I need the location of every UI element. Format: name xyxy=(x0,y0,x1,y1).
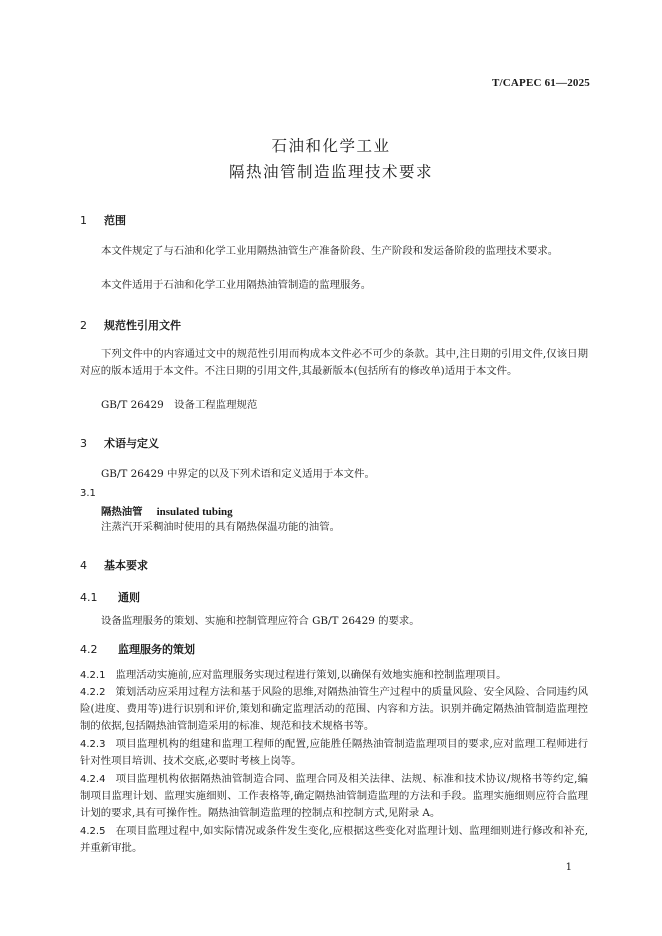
section-4-heading xyxy=(80,557,148,573)
clause-4-2-4 xyxy=(80,771,588,822)
clause-number: 4.2.5 xyxy=(80,826,106,837)
term-english: insulated tubing xyxy=(156,506,233,518)
clause-number: 4.2.4 xyxy=(80,774,106,785)
section-3-heading xyxy=(80,435,159,451)
clause-4-2-5 xyxy=(80,823,588,857)
clause-4-2-2 xyxy=(80,684,588,735)
subsection-title: 通则 xyxy=(118,591,140,604)
section-title: 术语与定义 xyxy=(104,437,159,450)
section-number: 3 xyxy=(80,437,87,450)
section-4-1-paragraph: 设备监理服务的策划、实施和控制管理应符合 GB/T 26429 的要求。 xyxy=(101,615,420,627)
section-3-paragraph-1: GB/T 26429 中界定的以及下列术语和定义适用于本文件。 xyxy=(101,468,375,480)
clause-number: 4.2.2 xyxy=(80,687,106,698)
section-1-paragraph-2: 本文件适用于石油和化学工业用隔热油管制造的监理服务。 xyxy=(101,279,372,291)
section-1-heading xyxy=(80,212,126,228)
standard-number: T/CAPEC 61—2025 xyxy=(491,77,590,89)
clause-number: 4.2.1 xyxy=(80,670,106,681)
section-number: 2 xyxy=(80,319,87,332)
section-4-1-heading xyxy=(80,589,140,605)
clause-4-2-1 xyxy=(80,667,588,684)
section-title: 基本要求 xyxy=(104,559,148,572)
section-number: 4 xyxy=(80,559,87,572)
term-definition: 注蒸汽开采稠油时使用的具有隔热保温功能的油管。 xyxy=(101,521,340,533)
section-4-2-heading xyxy=(80,641,195,657)
term-number: 3.1 xyxy=(80,488,96,499)
document-title-line2: 隔热油管制造监理技术要求 xyxy=(228,163,433,181)
section-number: 1 xyxy=(80,214,87,227)
term-chinese: 隔热油管 xyxy=(101,506,143,518)
section-2-paragraph-1: 下列文件中的内容通过文中的规范性引用而构成本文件必不可少的条款。其中,注日期的引用文件,仅该日期对应的版本适用于本文件。不注日期的引用文件,其最新版本(包括所有的修改单)适用于本文件。 xyxy=(80,348,588,377)
document-title-line1: 石油和化学工业 xyxy=(271,137,391,155)
section-2-heading xyxy=(80,317,181,333)
subsection-number: 4.1 xyxy=(80,591,98,604)
subsection-number: 4.2 xyxy=(80,643,98,656)
term-entry xyxy=(101,503,233,518)
section-title: 规范性引用文件 xyxy=(104,319,181,332)
clause-text: 策划活动应采用过程方法和基于风险的思维,对隔热油管生产过程中的质量风险、安全风险、合同违约风险(进度、费用等)进行识别和评价,策划和确定监理活动的范围、内容和方法。识别并确定隔热油管制造监理控制的依据,包括隔热油管制造采用的标准、规范和技术规格书等。 xyxy=(80,686,588,732)
section-title: 范围 xyxy=(104,214,126,227)
normative-reference: GB/T 26429 设备工程监理规范 xyxy=(101,399,258,411)
page-number: 1 xyxy=(565,862,572,873)
clause-text: 项目监理机构依据隔热油管制造合同、监理合同及相关法律、法规、标准和技术协议/规格书等约定,编制项目监理计划、监理实施细则、工作表格等,确定隔热油管制造监理的方法和手段。监理实施细则应符合监理计划的要求,具有可操作性。隔热油管制造监理的控制点和控制方式,见附录 A。 xyxy=(80,773,588,819)
clause-number: 4.2.3 xyxy=(80,739,106,750)
clause-text: 监理活动实施前,应对监理服务实现过程进行策划,以确保有效地实施和控制监理项目。 xyxy=(115,669,507,681)
clause-text: 在项目监理过程中,如实际情况或条件发生变化,应根据这些变化对监理计划、监理细则进行修改和补充,并重新审批。 xyxy=(80,825,588,854)
clause-4-2-3 xyxy=(80,736,588,770)
section-1-paragraph-1: 本文件规定了与石油和化学工业用隔热油管生产准备阶段、生产阶段和发运备阶段的监理技术要求。 xyxy=(101,245,559,257)
clause-text: 项目监理机构的组建和监理工程师的配置,应能胜任隔热油管制造监理项目的要求,应对监理工程师进行针对性项目培训、技术交底,必要时考核上岗等。 xyxy=(80,738,588,767)
subsection-title: 监理服务的策划 xyxy=(118,643,195,656)
